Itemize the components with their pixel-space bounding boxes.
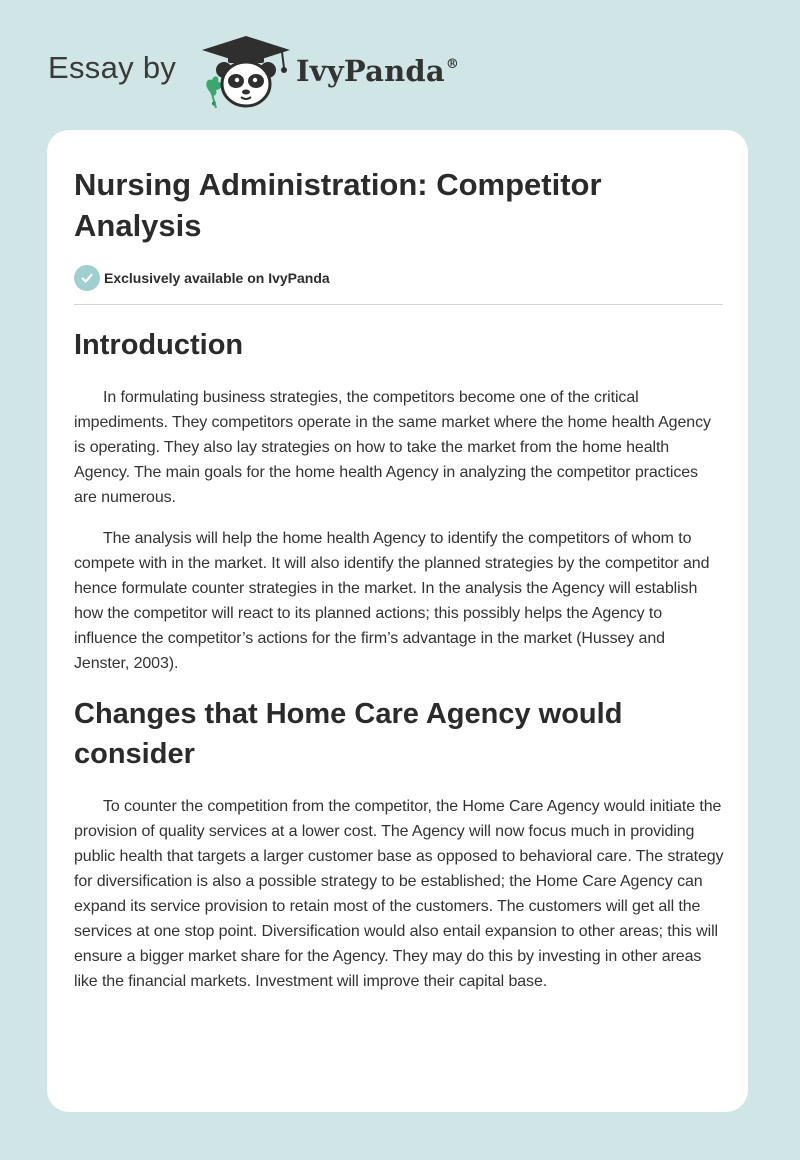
brand-logo-text[interactable] [296, 54, 459, 88]
essay-card [47, 130, 748, 1112]
paragraph: In formulating business strategies, the competitors become one of the critical impediments. They competitors operate in the same market where the home health Agency is operating. They also lay strategies on how to take the market from the home health Agency. The main goals for the home health Agency in analyzing the competitor practices are numerous. [74, 389, 711, 506]
paragraph: The analysis will help the home health Agency to identify the competitors of whom to compete with in the market. It will also identify the planned strategies by the competitor and hence formulate counter strategies in the market. In the analysis the Agency will establish how the competitor will react to its planned actions; this possibly helps the Agency to influence the competitor’s actions for the firm’s advantage in the market (Hussey and Jenster, 2003). [74, 530, 710, 672]
divider [74, 304, 723, 305]
badge-text: Exclusively available on IvyPanda [104, 270, 330, 286]
check-circle-icon [74, 265, 100, 291]
section-heading-introduction: Introduction [74, 329, 244, 361]
site-header [48, 30, 508, 110]
section-heading-changes: Changes that Home Care Agency would consider [74, 698, 623, 770]
essay-by-label: Essay by [48, 50, 177, 85]
essay-content [74, 164, 724, 994]
exclusive-badge [74, 264, 724, 292]
panda-graduate-icon[interactable] [200, 34, 292, 110]
registered-mark: ® [445, 57, 460, 72]
brand-name: IvyPanda [296, 54, 445, 88]
essay-title: Nursing Administration: Competitor Analysis [74, 167, 602, 243]
paragraph: To counter the competition from the competitor, the Home Care Agency would initiate the provision of quality services at a lower cost. The Agency will now focus much in providing public health that targets a larger customer base as opposed to behavioral care. The strategy for diversification is also a possible strategy to be established; the Home Care Agency can expand its service provision to retain most of the customers. The customers will get all the services at one stop point. Diversification would also entail expansion to other areas; this will ensure a bigger market share for the Agency. They may do this by investing in other areas like the financial markets. Investment will improve their capital base. [74, 798, 724, 990]
